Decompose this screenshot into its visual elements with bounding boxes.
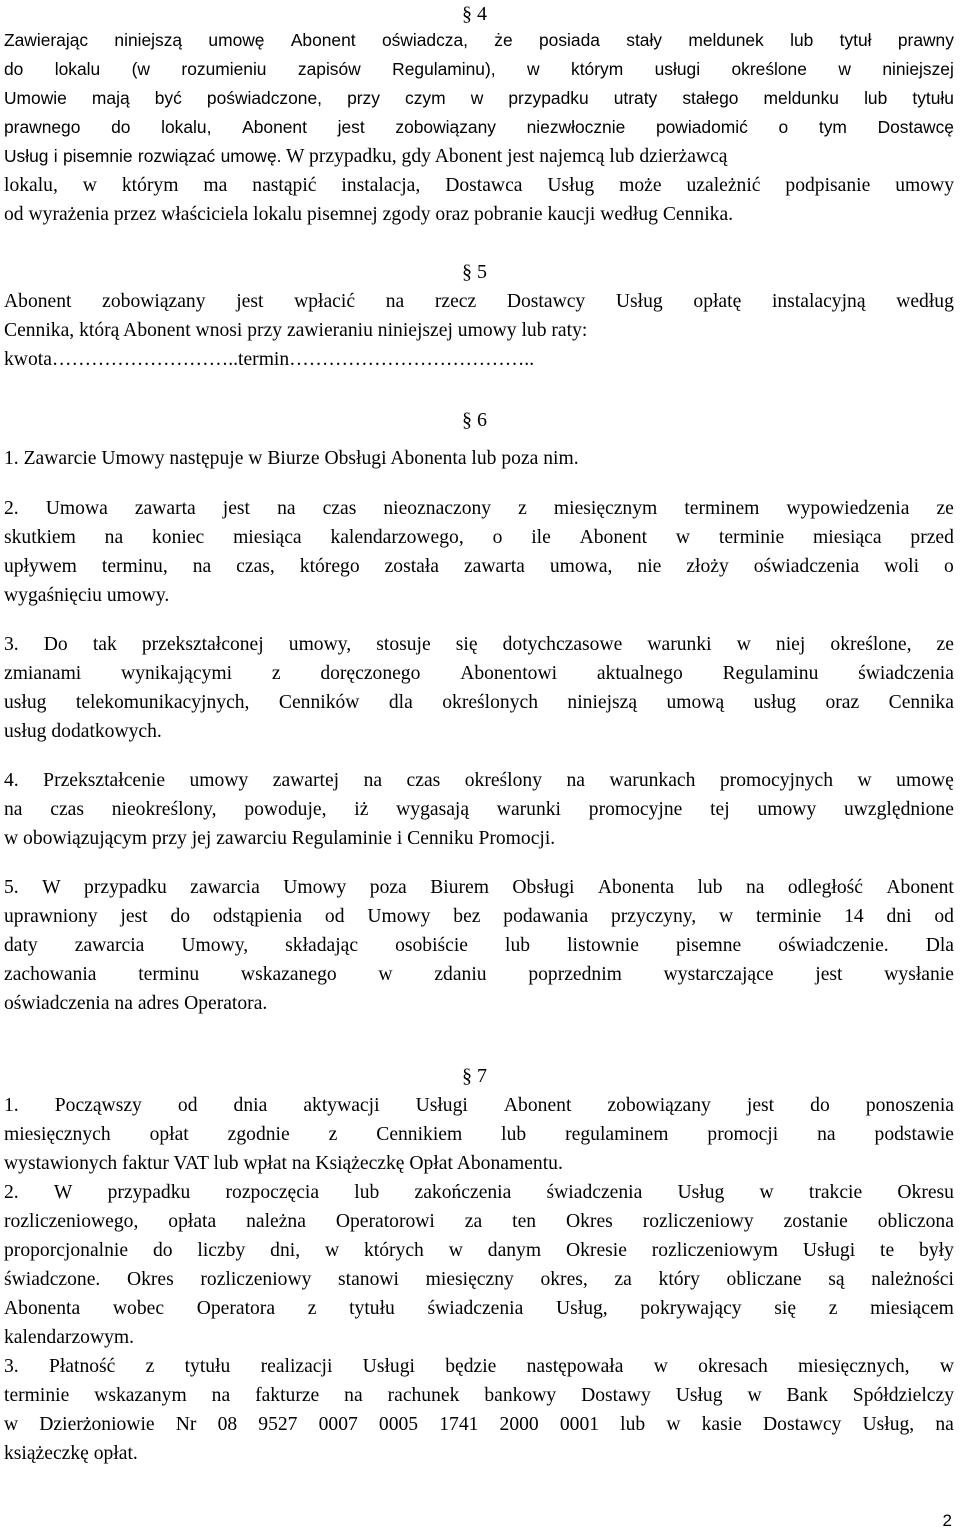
para-6-item-5-line: zachowania terminu wskazanego w zdaniu poprzednim wystarczające jest wysłanie bbox=[4, 964, 954, 985]
para-6-item-4-line: na czas nieokreślony, powoduje, iż wygasają warunki promocyjne tej umowy uwzględnione bbox=[4, 799, 954, 820]
para-7-item-2-line: rozliczeniowego, opłata należna Operatorowi za ten Okres rozliczeniowy zostanie obliczona bbox=[4, 1211, 954, 1232]
para-6-item-5-line: daty zawarcia Umowy, składając osobiście lub listownie pisemne oświadczenie. Dla bbox=[4, 935, 954, 956]
para-7-item-2-line: Abonenta wobec Operatora z tytułu świadczenia Usług, pokrywający się z miesiącem bbox=[4, 1298, 954, 1319]
para-7-item-3-line: terminie wskazanym na fakturze na rachunek bankowy Dostawy Usług w Bank Spółdzielczy bbox=[4, 1385, 954, 1406]
para-7-item-1-line: wystawionych faktur VAT lub wpłat na Książeczkę Opłat Abonamentu. bbox=[4, 1153, 563, 1174]
para-4-text-serif: W przypadku, gdy Abonent jest najemcą lub dzierżawcą bbox=[281, 146, 728, 167]
para-6-item-2-line: upływem terminu, na czas, którego została zawarta umowa, nie złoży oświadczenia woli o bbox=[4, 556, 954, 577]
para-4-line: lokalu, w którym ma nastąpić instalacja, Dostawca Usług może uzależnić podpisanie umowy bbox=[4, 175, 954, 196]
para-4-line: od wyrażenia przez właściciela lokalu pisemnej zgody oraz pobranie kaucji według Cennika. bbox=[4, 204, 734, 225]
para-5-line: Abonent zobowiązany jest wpłacić na rzecz Dostawcy Usług opłatę instalacyjną według bbox=[4, 291, 954, 312]
para-6-item-1: 1. Zawarcie Umowy następuje w Biurze Obsługi Abonenta lub poza nim. bbox=[4, 448, 579, 469]
para-7-item-2-line: proporcjonalnie do liczby dni, w których w danym Okresie rozliczeniowym Usługi te były bbox=[4, 1240, 954, 1261]
para-6-item-5-line: uprawniony jest do odstąpienia od Umowy bez podawania przyczyny, w terminie 14 dni od bbox=[4, 906, 954, 927]
section-6-heading: § 6 bbox=[462, 409, 487, 431]
para-6-item-2-line: skutkiem na koniec miesiąca kalendarzowego, o ile Abonent w terminie miesiąca przed bbox=[4, 527, 954, 548]
para-6-item-4-line: 4. Przekształcenie umowy zawartej na czas określony na warunkach promocyjnych w umowę bbox=[4, 770, 954, 791]
para-7-item-3-line: w Dzierżoniowie Nr 08 9527 0007 0005 1741 2000 0001 lub w kasie Dostawcy Usług, na bbox=[4, 1414, 954, 1435]
para-4-text-sans: Usług i pisemnie rozwiązać umowę. bbox=[4, 146, 282, 166]
para-7-item-3-line: 3. Płatność z tytułu realizacji Usługi będzie następowała w okresach miesięcznych, w bbox=[4, 1356, 954, 1377]
para-5-line: kwota………………………..termin……………………………….. bbox=[4, 349, 535, 370]
para-4-line bbox=[4, 142, 954, 171]
para-6-item-5-line: oświadczenia na adres Operatora. bbox=[4, 993, 268, 1014]
section-4-heading: § 4 bbox=[462, 3, 487, 25]
para-4-line: prawnego do lokalu, Abonent jest zobowiązany niezwłocznie powiadomić o tym Dostawcę bbox=[4, 117, 954, 137]
para-4-line: Umowie mają być poświadczone, przy czym w przypadku utraty stałego meldunku lub tytułu bbox=[4, 88, 954, 108]
para-6-item-3-line: usług telekomunikacyjnych, Cenników dla określonych niniejszą umową usług oraz Cennika bbox=[4, 692, 954, 713]
para-6-item-3-line: zmianami wynikającymi z doręczonego Abonentowi aktualnego Regulaminu świadczenia bbox=[4, 663, 954, 684]
para-5-line: Cennika, którą Abonent wnosi przy zawieraniu niniejszej umowy lub raty: bbox=[4, 320, 588, 341]
para-6-item-4-line: w obowiązującym przy jej zawarciu Regulaminie i Cenniku Promocji. bbox=[4, 828, 556, 849]
para-7-item-3-line: książeczkę opłat. bbox=[4, 1443, 138, 1464]
page-number: 2 bbox=[942, 1511, 952, 1530]
para-6-item-2-line: 2. Umowa zawarta jest na czas nieoznaczony z miesięcznym terminem wypowiedzenia ze bbox=[4, 498, 954, 519]
para-6-item-3-line: 3. Do tak przekształconej umowy, stosuje się dotychczasowe warunki w niej określone, ze bbox=[4, 634, 954, 655]
para-4-line: Zawierając niniejszą umowę Abonent oświadcza, że posiada stały meldunek lub tytuł prawny bbox=[4, 30, 954, 50]
para-7-item-2-line: 2. W przypadku rozpoczęcia lub zakończenia świadczenia Usług w trakcie Okresu bbox=[4, 1182, 954, 1203]
para-6-item-3-line: usług dodatkowych. bbox=[4, 721, 162, 742]
para-7-item-1-line: 1. Począwszy od dnia aktywacji Usługi Abonent zobowiązany jest do ponoszenia bbox=[4, 1095, 954, 1116]
para-7-item-2-line: kalendarzowym. bbox=[4, 1327, 135, 1348]
section-7-heading: § 7 bbox=[462, 1065, 487, 1087]
section-5-heading: § 5 bbox=[462, 261, 487, 283]
para-7-item-2-line: świadczone. Okres rozliczeniowy stanowi miesięczny okres, za który obliczane są należności bbox=[4, 1269, 954, 1290]
para-4-line: do lokalu (w rozumieniu zapisów Regulaminu), w którym usługi określone w niniejszej bbox=[4, 59, 954, 79]
para-6-item-2-line: wygaśnięciu umowy. bbox=[4, 585, 170, 606]
para-6-item-5-line: 5. W przypadku zawarcia Umowy poza Biurem Obsługi Abonenta lub na odległość Abonent bbox=[4, 877, 954, 898]
para-7-item-1-line: miesięcznych opłat zgodnie z Cennikiem lub regulaminem promocji na podstawie bbox=[4, 1124, 954, 1145]
